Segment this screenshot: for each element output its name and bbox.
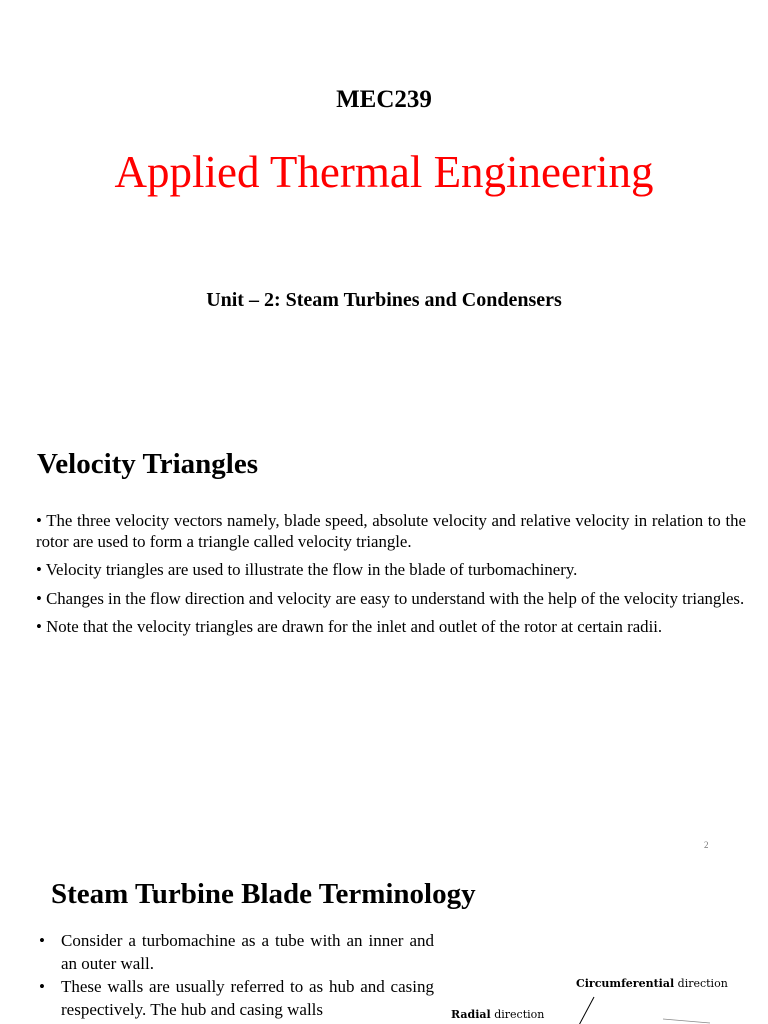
bullet-item: • The three velocity vectors namely, blade speed, absolute velocity and relative velocity in relation to the rotor are used to form a triangle called velocity triangle.: [36, 511, 746, 551]
bullet-list: [36, 511, 746, 646]
page-number: 2: [704, 840, 709, 850]
bullet-icon: •: [39, 977, 45, 996]
bullet-item: [39, 929, 434, 975]
course-code: MEC239: [336, 86, 432, 113]
circumferential-direction-label: Circumferential direction: [576, 977, 728, 990]
blade-terminology-slide: [0, 862, 768, 1024]
velocity-triangles-slide: [0, 430, 768, 855]
bullet-item: • Note that the velocity triangles are drawn for the inlet and outlet of the rotor at certain radii.: [36, 617, 663, 636]
bullet-item: • Changes in the flow direction and velocity are easy to understand with the help of the velocity triangles.: [36, 588, 745, 608]
unit-title: Unit – 2: Steam Turbines and Condensers: [206, 289, 562, 311]
title-slide: [0, 0, 768, 415]
bullet-text: Consider a turbomachine as a tube with an inner and an outer wall.: [61, 931, 434, 973]
slide-title: Steam Turbine Blade Terminology: [51, 878, 476, 910]
bullet-icon: •: [39, 931, 45, 950]
bullet-item: • Velocity triangles are used to illustrate the flow in the blade of turbomachinery.: [36, 560, 578, 579]
radial-direction-label: Radial direction: [451, 1008, 545, 1021]
slide-title: Velocity Triangles: [37, 448, 258, 480]
bullet-item: [39, 975, 434, 1021]
course-title: Applied Thermal Engineering: [114, 147, 654, 197]
bullet-text: These walls are usually referred to as hub and casing respectively. The hub and casing walls: [61, 977, 434, 1019]
turbine-direction-diagram: [448, 967, 748, 1024]
bullet-list: [39, 929, 434, 1021]
direction-arrow-icon: [448, 967, 748, 1024]
